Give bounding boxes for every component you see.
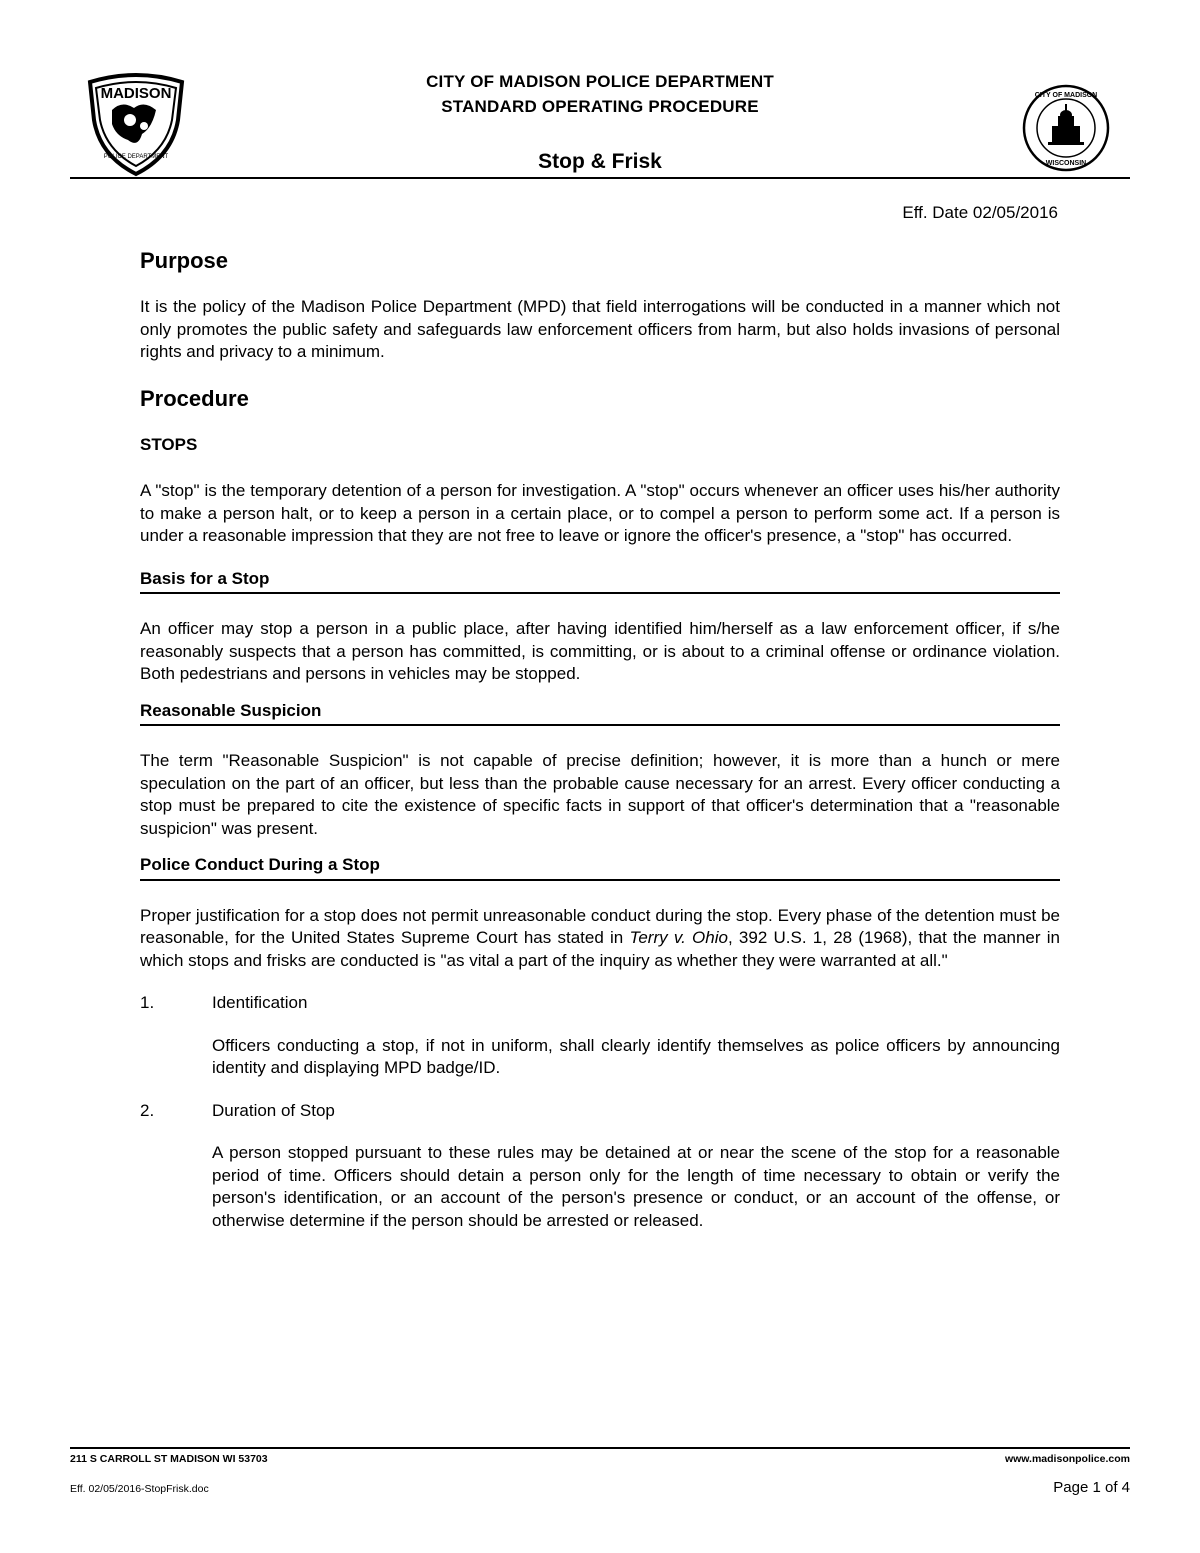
seal-text-bottom: WISCONSIN [1045,160,1087,167]
basis-heading: Basis for a Stop [140,568,1060,595]
stops-paragraph: A "stop" is the temporary detention of a person for investigation. A "stop" occurs whenever an officer uses his/her authority to make a person halt, or to keep a person in a certain place, or to compel a person to perform some act. If a person is under a reasonable impression that they are not free to leave or ignore the officer's presence, a "stop" has occurred. [140,481,1060,545]
page-number: Page 1 of 4 [1053,1479,1130,1496]
police-conduct-text-before: Proper justification for a stop does not permit unreasonable conduct during the stop. Every phase of the detention must be reasonable, for the United States Supreme Court has stated in [140,905,1060,947]
list-item [140,992,1060,1080]
police-conduct-paragraph [140,905,1060,973]
page-title: Stop & Frisk [538,150,662,173]
reasonable-suspicion-paragraph: The term "Reasonable Suspicion" is not capable of precise definition; however, it is more than a hunch or mere speculation on the part of an officer, but less than the probable cause necessary for an arrest. Every officer conducting a stop must be prepared to cite the existence of specific facts in support of that officer's determination that a "reasonable suspicion" was present. [140,751,1060,838]
purpose-paragraph: It is the policy of the Madison Police Department (MPD) that field interrogations will be conducted in a manner which not only promotes the public safety and safeguards law enforcement officers from harm, but also holds invasions of personal rights and privacy to a minimum. [140,297,1060,361]
footer-address: 211 S CARROLL ST MADISON WI 53703 [70,1453,268,1465]
header-department: CITY OF MADISON POLICE DEPARTMENT [426,72,774,91]
badge-subtext: POLICE DEPARTMENT [103,154,169,160]
header-sop: STANDARD OPERATING PROCEDURE [441,97,759,116]
effective-date: Eff. Date 02/05/2016 [902,203,1058,222]
case-citation: Terry v. Ohio [629,928,728,947]
basis-paragraph: An officer may stop a person in a public place, after having identified him/herself as a law enforcement officer, if s/he reasonably suspects that a person has committed, is committing, or is about to a criminal offense or ordinance violation. Both pedestrians and persons in vehicles may be stopped. [140,619,1060,683]
police-conduct-heading: Police Conduct During a Stop [140,854,1060,881]
seal-text-top: CITY OF MADISON [1034,92,1098,99]
list-item-title: Duration of Stop [212,1100,335,1120]
list-item-text: A person stopped pursuant to these rules may be detained at or near the scene of the stop for a reasonable period of time. Officers should detain a person only for the length of time necessary to obtain or verify the person's identification, or an account of the person's presence or conduct, or an account of the offense, or otherwise determine if the person should be arrested or released. [212,1143,1060,1230]
footer-website-link[interactable]: www.madisonpolice.com [1004,1453,1130,1465]
reasonable-suspicion-heading: Reasonable Suspicion [140,700,1060,727]
document-body [140,246,1060,1232]
list-item-text: Officers conducting a stop, if not in uniform, shall clearly identify themselves as police officers by announcing identity and displaying MPD badge/ID. [212,1035,1060,1077]
list-item [140,1100,1060,1233]
header-divider [70,177,1130,179]
police-conduct-text-after: , 392 U.S. 1, 28 (1968), that the manner in which stops and frisks are conducted is "as vital a part of the inquiry as whether they were warranted at all." [140,928,1061,970]
list-item-number: 2. [140,1100,155,1120]
list-item-number: 1. [140,993,155,1012]
procedure-heading: Procedure [140,385,249,411]
badge-text: MADISON [100,85,172,102]
city-of-madison-seal [1022,84,1110,172]
purpose-heading: Purpose [140,248,229,273]
stops-heading: STOPS [140,434,198,454]
footer-divider [70,1447,1130,1449]
list-item-title: Identification [212,993,308,1012]
footer-filename: Eff. 02/05/2016-StopFrisk.doc [70,1483,209,1495]
